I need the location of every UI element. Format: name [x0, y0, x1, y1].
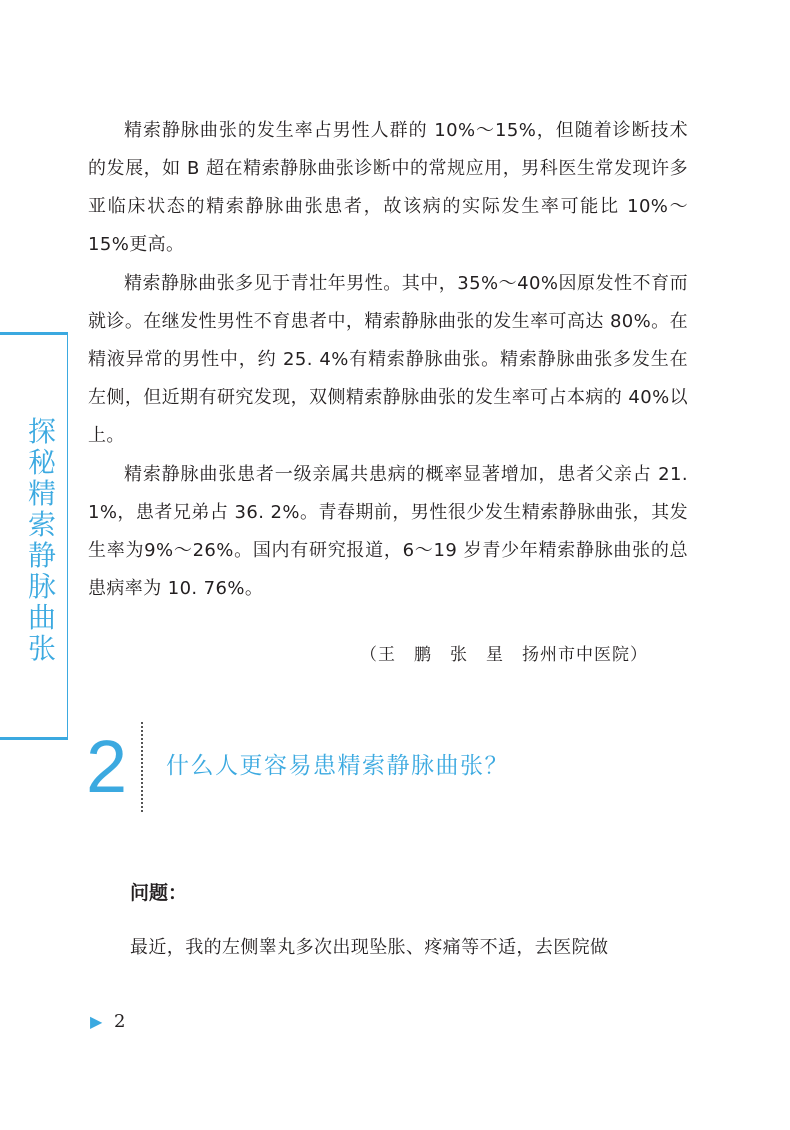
section-number: 2 — [86, 725, 128, 808]
section-title: 什么人更容易患精索静脉曲张？ — [166, 753, 509, 779]
body-paragraph: 精索静脉曲张多见于青壮年男性。其中，35%～40%因原发性不育而就诊。在继发性男性不育患者中，精索静脉曲张的发生率可高达 80%。在精液异常的男性中，约 25. 4%有精索静脉曲张。精索静脉曲张多发生在左侧，但近期有研究发现，双侧精索静脉曲张的发生率可占本病的 40%以上。 — [88, 273, 688, 446]
page-number: 2 — [114, 1011, 126, 1032]
section-divider — [141, 722, 143, 812]
body-paragraph: 精索静脉曲张的发生率占男性人群的 10%～15%，但随着诊断技术的发展，如 B 超在精索静脉曲张诊断中的常规应用，男科医生常发现许多亚临床状态的精索静脉曲张患者，故该病的实际发生率可能比 10%～15%更高。 — [88, 120, 688, 255]
question-text: 最近，我的左侧睾丸多次出现坠胀、疼痛等不适，去医院做 — [130, 937, 609, 958]
side-tab-title: 探秘精索静脉曲张 — [27, 415, 56, 665]
author-credit: （王 鹏 张 星 扬州市中医院） — [360, 645, 648, 665]
body-paragraph: 精索静脉曲张患者一级亲属共患病的概率显著增加，患者父亲占 21. 1%，患者兄弟占 36. 2%。青春期前，男性很少发生精索静脉曲张，其发生率为9%～26%。国内有研究报道，6～19 岁青少年精索静脉曲张的总患病率为 10. 76%。 — [88, 464, 688, 599]
question-label: 问题： — [130, 882, 188, 904]
triangle-right-icon: ▶ — [90, 1012, 103, 1031]
